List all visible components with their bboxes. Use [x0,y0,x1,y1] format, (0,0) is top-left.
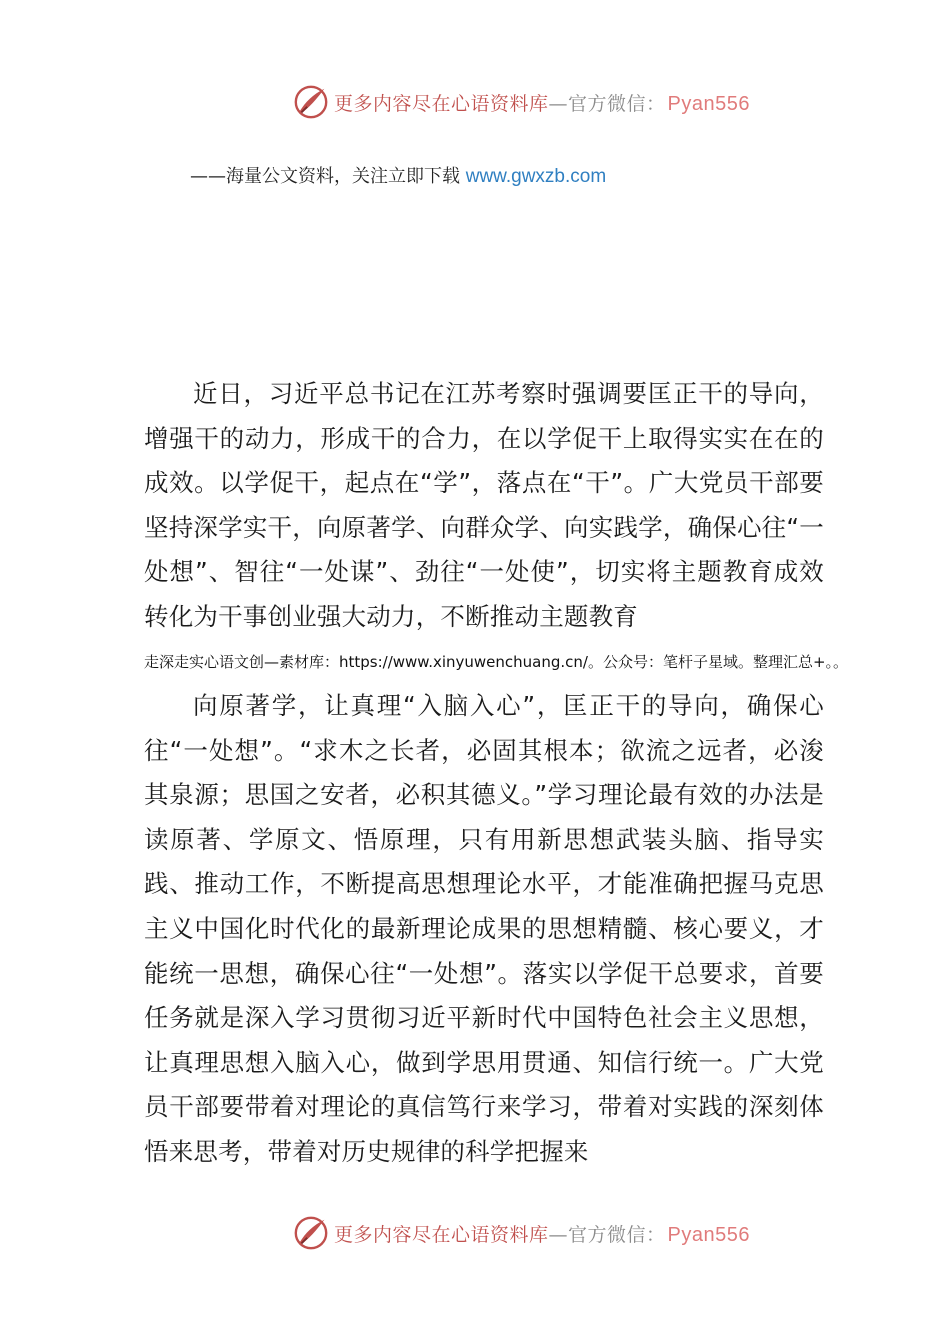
header-banner-text: 更多内容尽在心语资料库—官方微信： Pyan556 [334,92,750,115]
subtitle-url[interactable]: www.gwxzb.com [465,166,607,187]
subtitle: ——海量公文资料，关注立即下载 www.gwxzb.com [190,166,607,187]
footer-banner-text: 更多内容尽在心语资料库—官方微信： Pyan556 [334,1223,750,1246]
paragraph-1: 近日，习近平总书记在江苏考察时强调要匡正干的导向，增强干的动力，形成干的合力，在以学促干上取得实实在在的成效。以学促干，起点在“学”，落点在“干”。广大党员干部要坚持深学实干，向原著学、向群众学、向实践学，确保心往“一处想”、智往“一处谋”、劲往“一处使”，切实将主题教育成效转化为干事创业强大动力，不断推动主题教育 [144,379,824,631]
paragraph-2: 向原著学，让真理“入脑入心”，匡正干的导向，确保心往“一处想”。“求木之长者，必固其根本；欲流之远者，必浚其泉源；思国之安者，必积其德义。”学习理论最有效的办法是读原著、学原文、悟原理，只有用新思想武装头脑、指导实践、推动工作，不断提高思想理论水平，才能准确把握马克思主义中国化时代化的最新理论成果的思想精髓、核心要义，才能统一思想，确保心往“一处想”。落实以学促干总要求，首要任务就是深入学习贯彻习近平新时代中国特色社会主义思想，让真理思想入脑入心，做到学思用贯通、知信行统一。广大党员干部要带着对理论的真信笃行来学习，带着对实践的深刻体悟来思考，带着对历史规律的科学把握来 [144,691,824,1166]
quill-logo-icon [292,1214,330,1252]
footer-banner [292,1213,750,1253]
footer-wechat-id: Pyan556 [667,1223,750,1246]
header-wechat-id: Pyan556 [667,92,750,115]
source-line: 走深走实心语文创—素材库：https://www.xinyuwenchuang.cn/。公众号：笔杆子星域。整理汇总+。。 [144,653,849,671]
quill-logo-icon [292,83,330,121]
header-banner [292,82,750,122]
